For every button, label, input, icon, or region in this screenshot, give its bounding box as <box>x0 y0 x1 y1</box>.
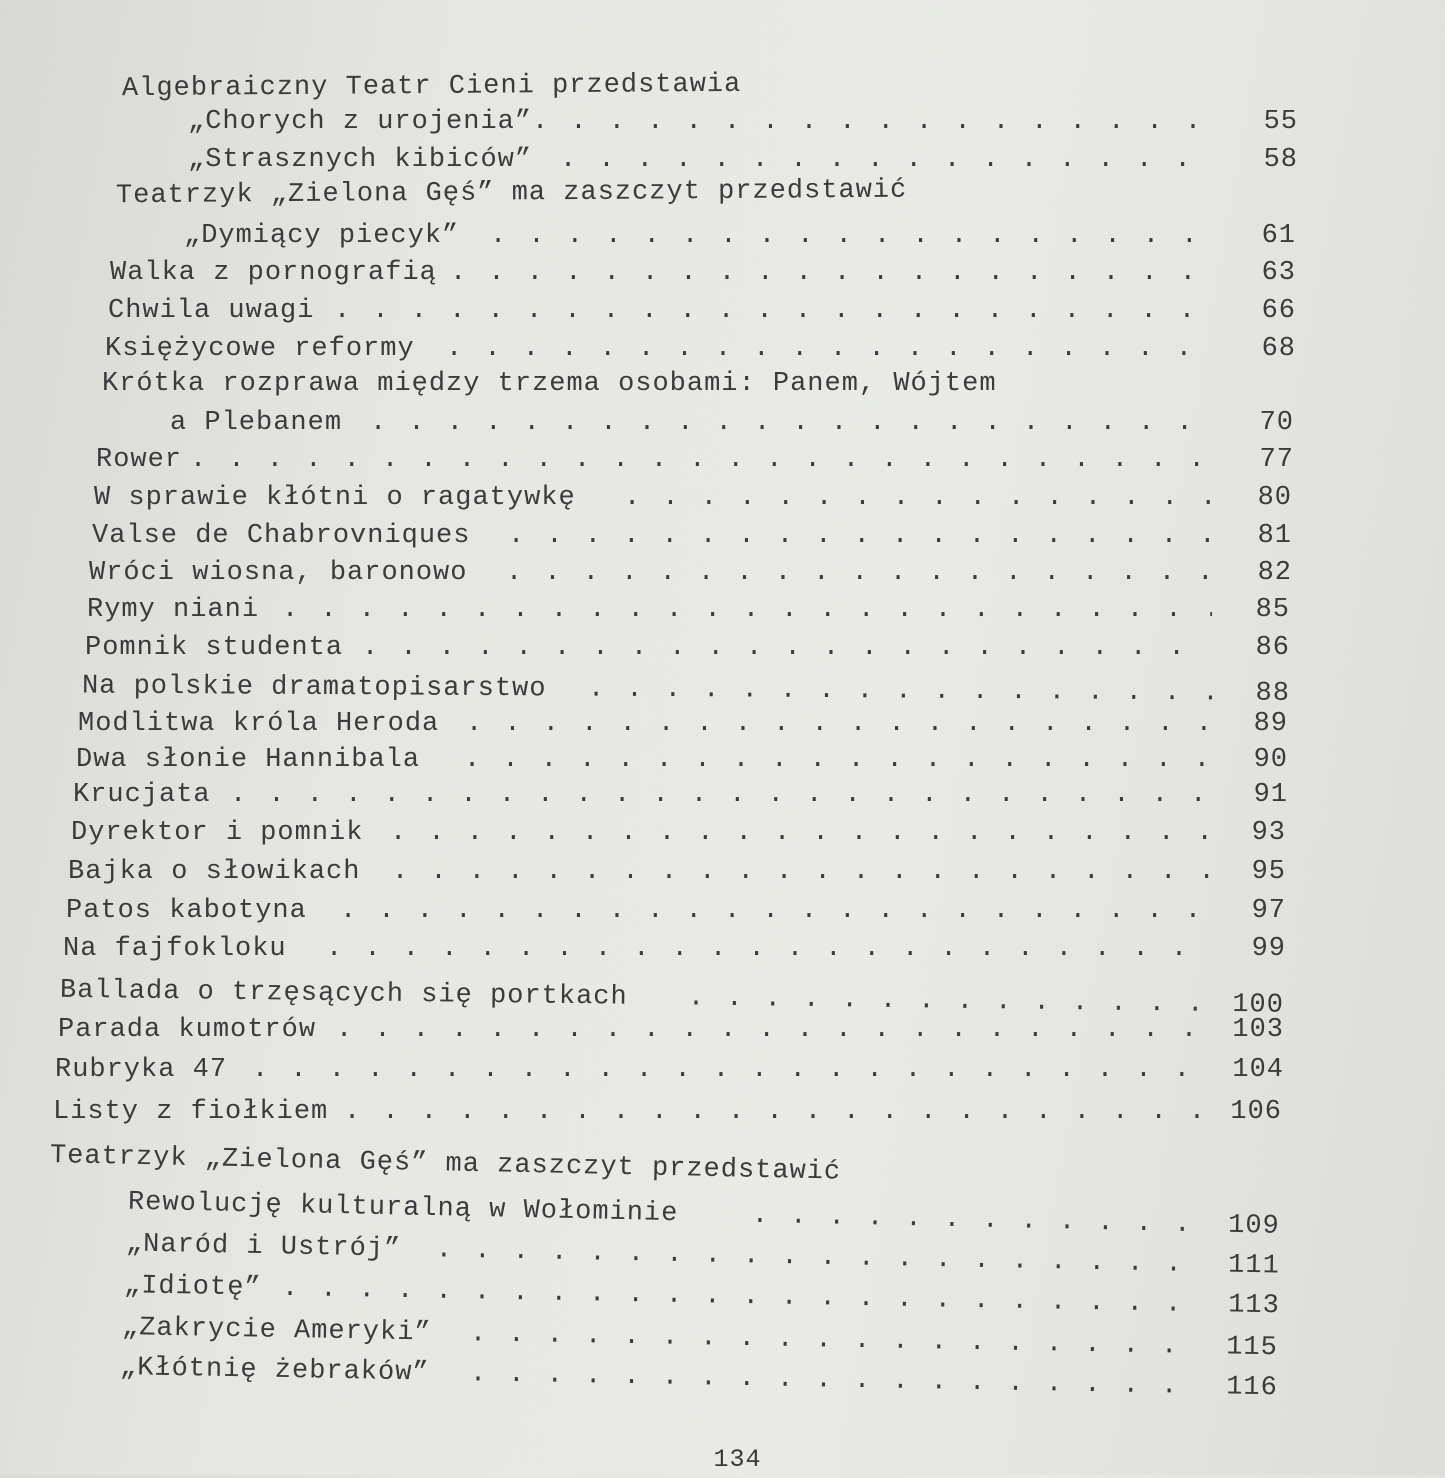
dot-leader <box>466 704 1212 744</box>
dot-leader <box>392 852 1212 892</box>
dot-leader <box>336 1010 1208 1050</box>
toc-entry-title: Modlitwa króla Heroda <box>78 704 439 744</box>
toc-entry-title: Rower <box>96 440 182 480</box>
dot-leader <box>326 929 1212 969</box>
toc-entry-title: Na polskie dramatopisarstwo <box>82 667 547 710</box>
dot-leader <box>446 329 1212 369</box>
toc-entry-page: 104 <box>1194 1050 1284 1090</box>
dot-leader <box>340 891 1212 931</box>
toc-entry-title: Parada kumotrów <box>58 1010 316 1050</box>
toc-entry-title: Chwila uwagi <box>108 291 314 331</box>
toc-entry-title: Wróci wiosna, baronowo <box>89 553 467 593</box>
toc-heading-title: Teatrzyk „Zielona Gęś” ma zaszczyt przedstawić <box>50 1136 842 1193</box>
toc-entry-title: Rewolucję kulturalną w Wołominie <box>128 1183 679 1235</box>
toc-entry-title: Patos kabotyna <box>66 891 307 931</box>
toc-entry-title: „Naród i Ustrój” <box>126 1224 402 1269</box>
toc-entry-title: Walka z pornografią <box>110 253 437 293</box>
dot-leader <box>252 1050 1208 1090</box>
toc-entry-page: 81 <box>1202 516 1292 556</box>
toc-entry-page: 111 <box>1189 1245 1280 1287</box>
toc-entry-page: 80 <box>1202 478 1292 518</box>
toc-heading-title: Krótka rozprawa między trzema osobami: Panem, Wójtem <box>102 364 997 404</box>
toc-entry-page: 77 <box>1204 440 1294 480</box>
dot-leader <box>508 516 1212 556</box>
toc-entry-page: 99 <box>1196 929 1286 969</box>
toc-entry-page: 106 <box>1192 1092 1282 1132</box>
dot-leader <box>282 590 1212 630</box>
toc-entry-title: Listy z fiołkiem <box>53 1092 328 1132</box>
toc-entry-title: Bajka o słowikach <box>68 852 360 892</box>
dot-leader <box>390 813 1212 853</box>
toc-entry-title: Valse de Chabrovniques <box>92 516 470 556</box>
dot-leader <box>370 403 1212 443</box>
toc-entry-page: 109 <box>1189 1205 1280 1247</box>
toc-entry-page: 100 <box>1194 985 1284 1026</box>
dot-leader <box>506 553 1212 593</box>
toc-entry-page: 63 <box>1206 253 1296 293</box>
toc-entry-page: 88 <box>1200 673 1290 714</box>
dot-leader <box>344 1092 1204 1132</box>
toc-entry-page: 113 <box>1189 1285 1280 1327</box>
toc-entry-page: 93 <box>1196 813 1286 853</box>
toc-entry-page: 89 <box>1198 704 1288 744</box>
toc-entry-page: 55 <box>1208 102 1298 142</box>
toc-entry-title: W sprawie kłótni o ragatywkę <box>94 478 576 518</box>
toc-entry-title: Księżycowe reformy <box>105 329 415 369</box>
dot-leader <box>624 478 1212 518</box>
toc-entry-page: 66 <box>1206 291 1296 331</box>
toc-entry-title: a Plebanem <box>170 403 342 443</box>
toc-entry-title: Krucjata <box>73 775 211 815</box>
toc-entry-title: „Chorych z urojenia” <box>188 102 532 142</box>
toc-entry-page: 86 <box>1200 628 1290 668</box>
toc-entry-title: „Dymiący piecyk” <box>184 216 459 256</box>
toc-entry-title: Na fajfokloku <box>63 929 287 969</box>
toc-entry-title: Pomnik studenta <box>85 628 343 668</box>
toc-entry-title: „Strasznych kibiców” <box>188 140 532 180</box>
toc-entry-page: 115 <box>1187 1327 1278 1369</box>
toc-entry-page: 90 <box>1198 740 1288 780</box>
toc-entry-page: 68 <box>1206 329 1296 369</box>
dot-leader <box>230 775 1212 815</box>
toc-entry-title: „Kłótnię żebraków” <box>120 1348 430 1393</box>
toc-entry-title: Dwa słonie Hannibala <box>76 740 420 780</box>
toc-heading-title: Teatrzyk „Zielona Gęś” ma zaszczyt przedstawić <box>116 171 908 217</box>
toc-entry-title: Rubryka 47 <box>55 1050 227 1090</box>
dot-leader <box>450 253 1212 293</box>
page-number <box>0 1442 1445 1478</box>
dot-leader <box>190 440 1212 480</box>
dot-leader <box>490 216 1212 256</box>
page-number-text: 134 <box>713 1445 761 1474</box>
toc-entry-title: Dyrektor i pomnik <box>71 813 363 853</box>
dot-leader <box>334 291 1212 331</box>
toc-entry-page: 103 <box>1194 1010 1284 1050</box>
dot-leader <box>464 740 1212 780</box>
toc-entry-page: 95 <box>1196 852 1286 892</box>
dot-leader <box>532 102 1212 142</box>
toc-entry-title: Rymy niani <box>87 590 259 630</box>
toc-entry-title: „Zakrycie Ameryki” <box>122 1308 432 1353</box>
toc-entry-page: 58 <box>1208 140 1298 180</box>
toc-entry-page: 70 <box>1204 403 1294 443</box>
toc-entry-page: 61 <box>1206 216 1296 256</box>
toc-entry-page: 91 <box>1198 775 1288 815</box>
toc-entry-title: „Idiotę” <box>124 1266 262 1308</box>
dot-leader <box>362 628 1212 668</box>
toc-entry-page: 82 <box>1202 553 1292 593</box>
toc-entry-page: 116 <box>1187 1367 1278 1409</box>
toc-entry-title: Ballada o trzęsących się portkach <box>60 971 628 1018</box>
toc-entry-page: 85 <box>1200 590 1290 630</box>
toc-entry-page: 97 <box>1196 891 1286 931</box>
toc-heading-title: Algebraiczny Teatr Cieni przedstawia <box>122 65 742 109</box>
